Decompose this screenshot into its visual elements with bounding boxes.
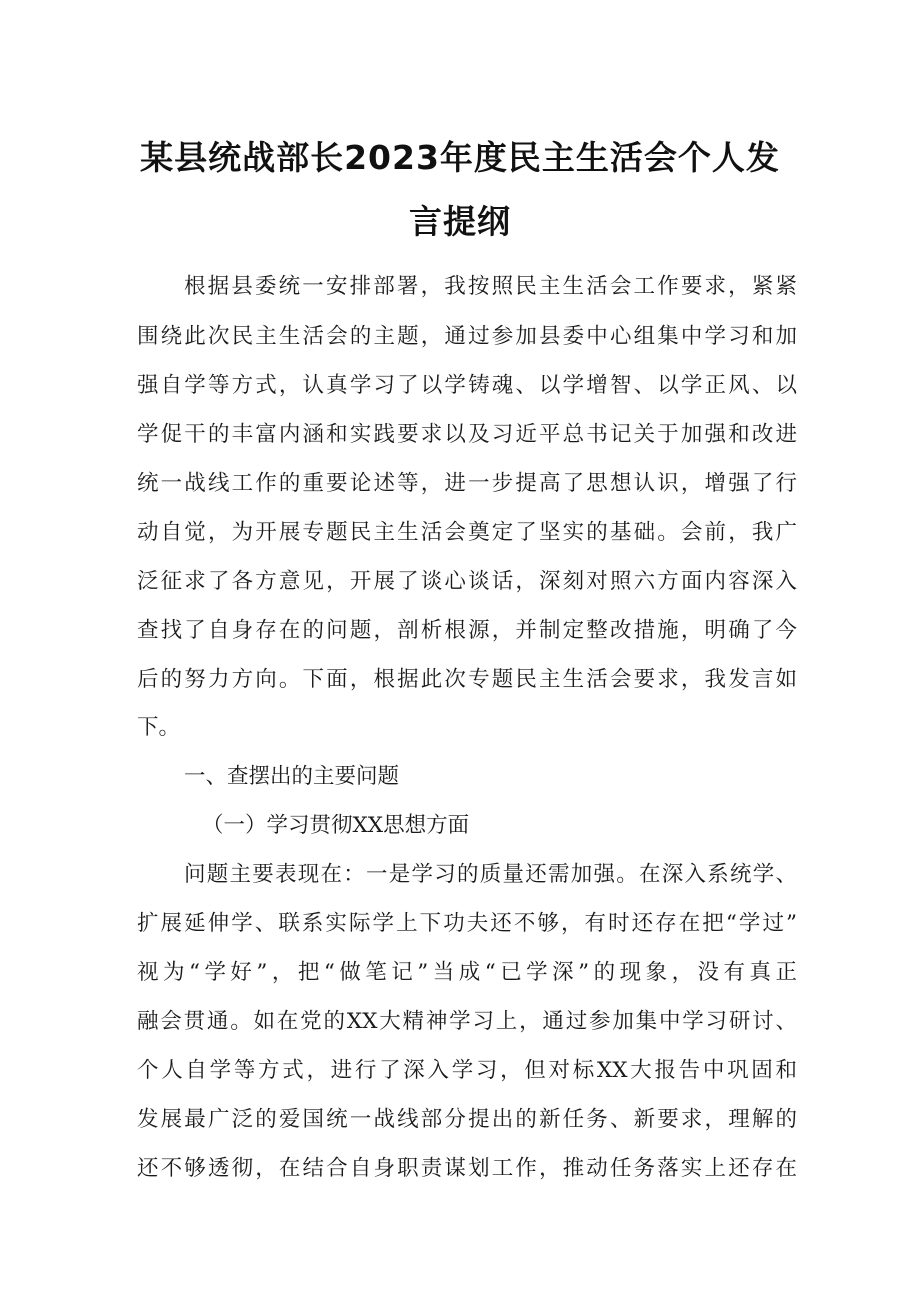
document-title-line-2: 言提纲 [409,202,511,241]
intro-line: 泛征求了各方意见，开展了谈心谈话，深刻对照六方面内容深入 [137,569,797,594]
intro-line: 下。 [137,715,181,740]
problem-line: 扩展延伸学、联系实际学上下功夫还不够，有时还存在把“学过” [137,911,797,936]
subsection-heading: （一）学习贯彻XX思想方面 [202,813,470,838]
problem-line: 发展最广泛的爱国统一战线部分提出的新任务、新要求，理解的 [137,1107,797,1132]
intro-line: 动自觉，为开展专题民主生活会奠定了坚实的基础。会前，我广 [137,520,797,545]
intro-line: 围绕此次民主生活会的主题，通过参加县委中心组集中学习和加 [137,324,797,349]
problem-line: 还不够透彻，在结合自身职责谋划工作，推动任务落实上还存在 [137,1156,797,1181]
problem-line: 融会贯通。如在党的XX大精神学习上，通过参加集中学习研讨、 [137,1009,797,1034]
problem-line: 视为“学好”，把“做笔记”当成“已学深”的现象，没有真正 [137,960,797,985]
intro-line: 后的努力方向。下面，根据此次专题民主生活会要求，我发言如 [137,667,797,692]
intro-line: 强自学等方式，认真学习了以学铸魂、以学增智、以学正风、以 [137,373,797,398]
intro-line: 学促干的丰富内涵和实践要求以及习近平总书记关于加强和改进 [137,422,797,447]
intro-line: 统一战线工作的重要论述等，进一步提高了思想认识，增强了行 [137,471,797,496]
problem-line: 个人自学等方式，进行了深入学习，但对标XX大报告中巩固和 [137,1058,797,1083]
problem-line: 问题主要表现在：一是学习的质量还需加强。在深入系统学、 [184,862,797,887]
intro-line: 根据县委统一安排部署，我按照民主生活会工作要求，紧紧 [184,274,797,299]
document-title-line-1: 某县统战部长2023年度民主生活会个人发 [140,138,780,177]
intro-line: 查找了自身存在的问题，剖析根源，并制定整改措施，明确了今 [137,618,797,643]
section-heading: 一、查摆出的主要问题 [184,764,400,789]
